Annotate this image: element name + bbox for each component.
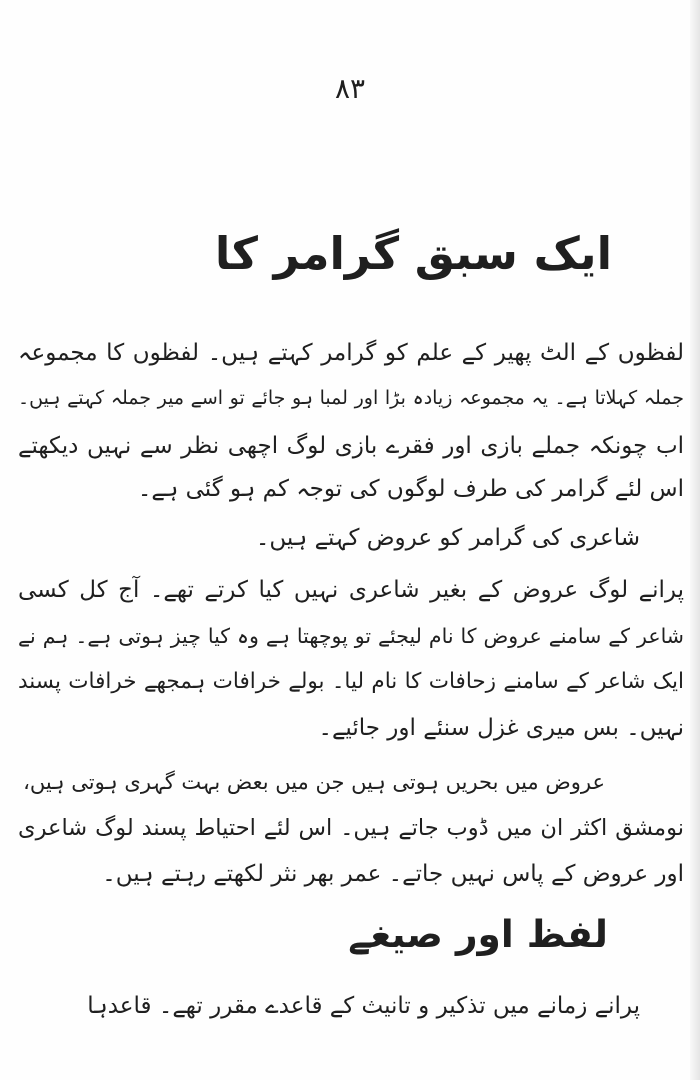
body-line: پرانے زمانے میں تذکیر و تانیث کے قاعدے مقرر تھے۔ قاعدہا <box>87 993 640 1019</box>
chapter-title: ایک سبق گرامر کا <box>214 227 612 280</box>
section-heading: لفظ اور صیغے <box>348 912 608 956</box>
body-line: لفظوں کے الٹ پھیر کے علم کو گرامر کہتے ہیں۔ لفظوں کا مجموعہ <box>18 340 684 366</box>
body-line: ایک شاعر کے سامنے زحافات کا نام لیا۔ بولے خرافات ہمجھے خرافات پسند <box>18 669 684 694</box>
page-number: ۸۳ <box>334 72 366 105</box>
body-line: نہیں۔ بس میری غزل سنئے اور جائیے۔ <box>318 715 684 741</box>
body-line: اور عروض کے پاس نہیں جاتے۔ عمر بھر نثر لکھتے رہتے ہیں۔ <box>102 861 684 887</box>
body-line: اس لئے گرامر کی طرف لوگوں کی توجہ کم ہو گئی ہے۔ <box>137 476 684 502</box>
body-line: نومشق اکثر ان میں ڈوب جاتے ہیں۔ اس لئے احتیاط پسند لوگ شاعری <box>18 815 684 841</box>
body-line: عروض میں بحریں ہوتی ہیں جن میں بعض بہت گہری ہوتی ہیں، <box>23 770 605 794</box>
body-line: شاعری کی گرامر کو عروض کہتے ہیں۔ <box>255 525 640 551</box>
body-line: اب چونکہ جملے بازی اور فقرے بازی لوگ اچھی نظر سے نہیں دیکھتے <box>18 433 684 459</box>
body-line: پرانے لوگ عروض کے بغیر شاعری نہیں کیا کرتے تھے۔ آج کل کسی <box>18 577 684 603</box>
page-edge-shadow <box>690 0 700 1080</box>
body-line: جملہ کہلاتا ہے۔ یہ مجموعہ زیادہ بڑا اور لمبا ہو جائے تو اسے میر جملہ کہتے ہیں۔ <box>18 387 684 409</box>
body-line: شاعر کے سامنے عروض کا نام لیجئے تو پوچھتا ہے وہ کیا چیز ہوتی ہے۔ ہم نے <box>18 624 684 648</box>
